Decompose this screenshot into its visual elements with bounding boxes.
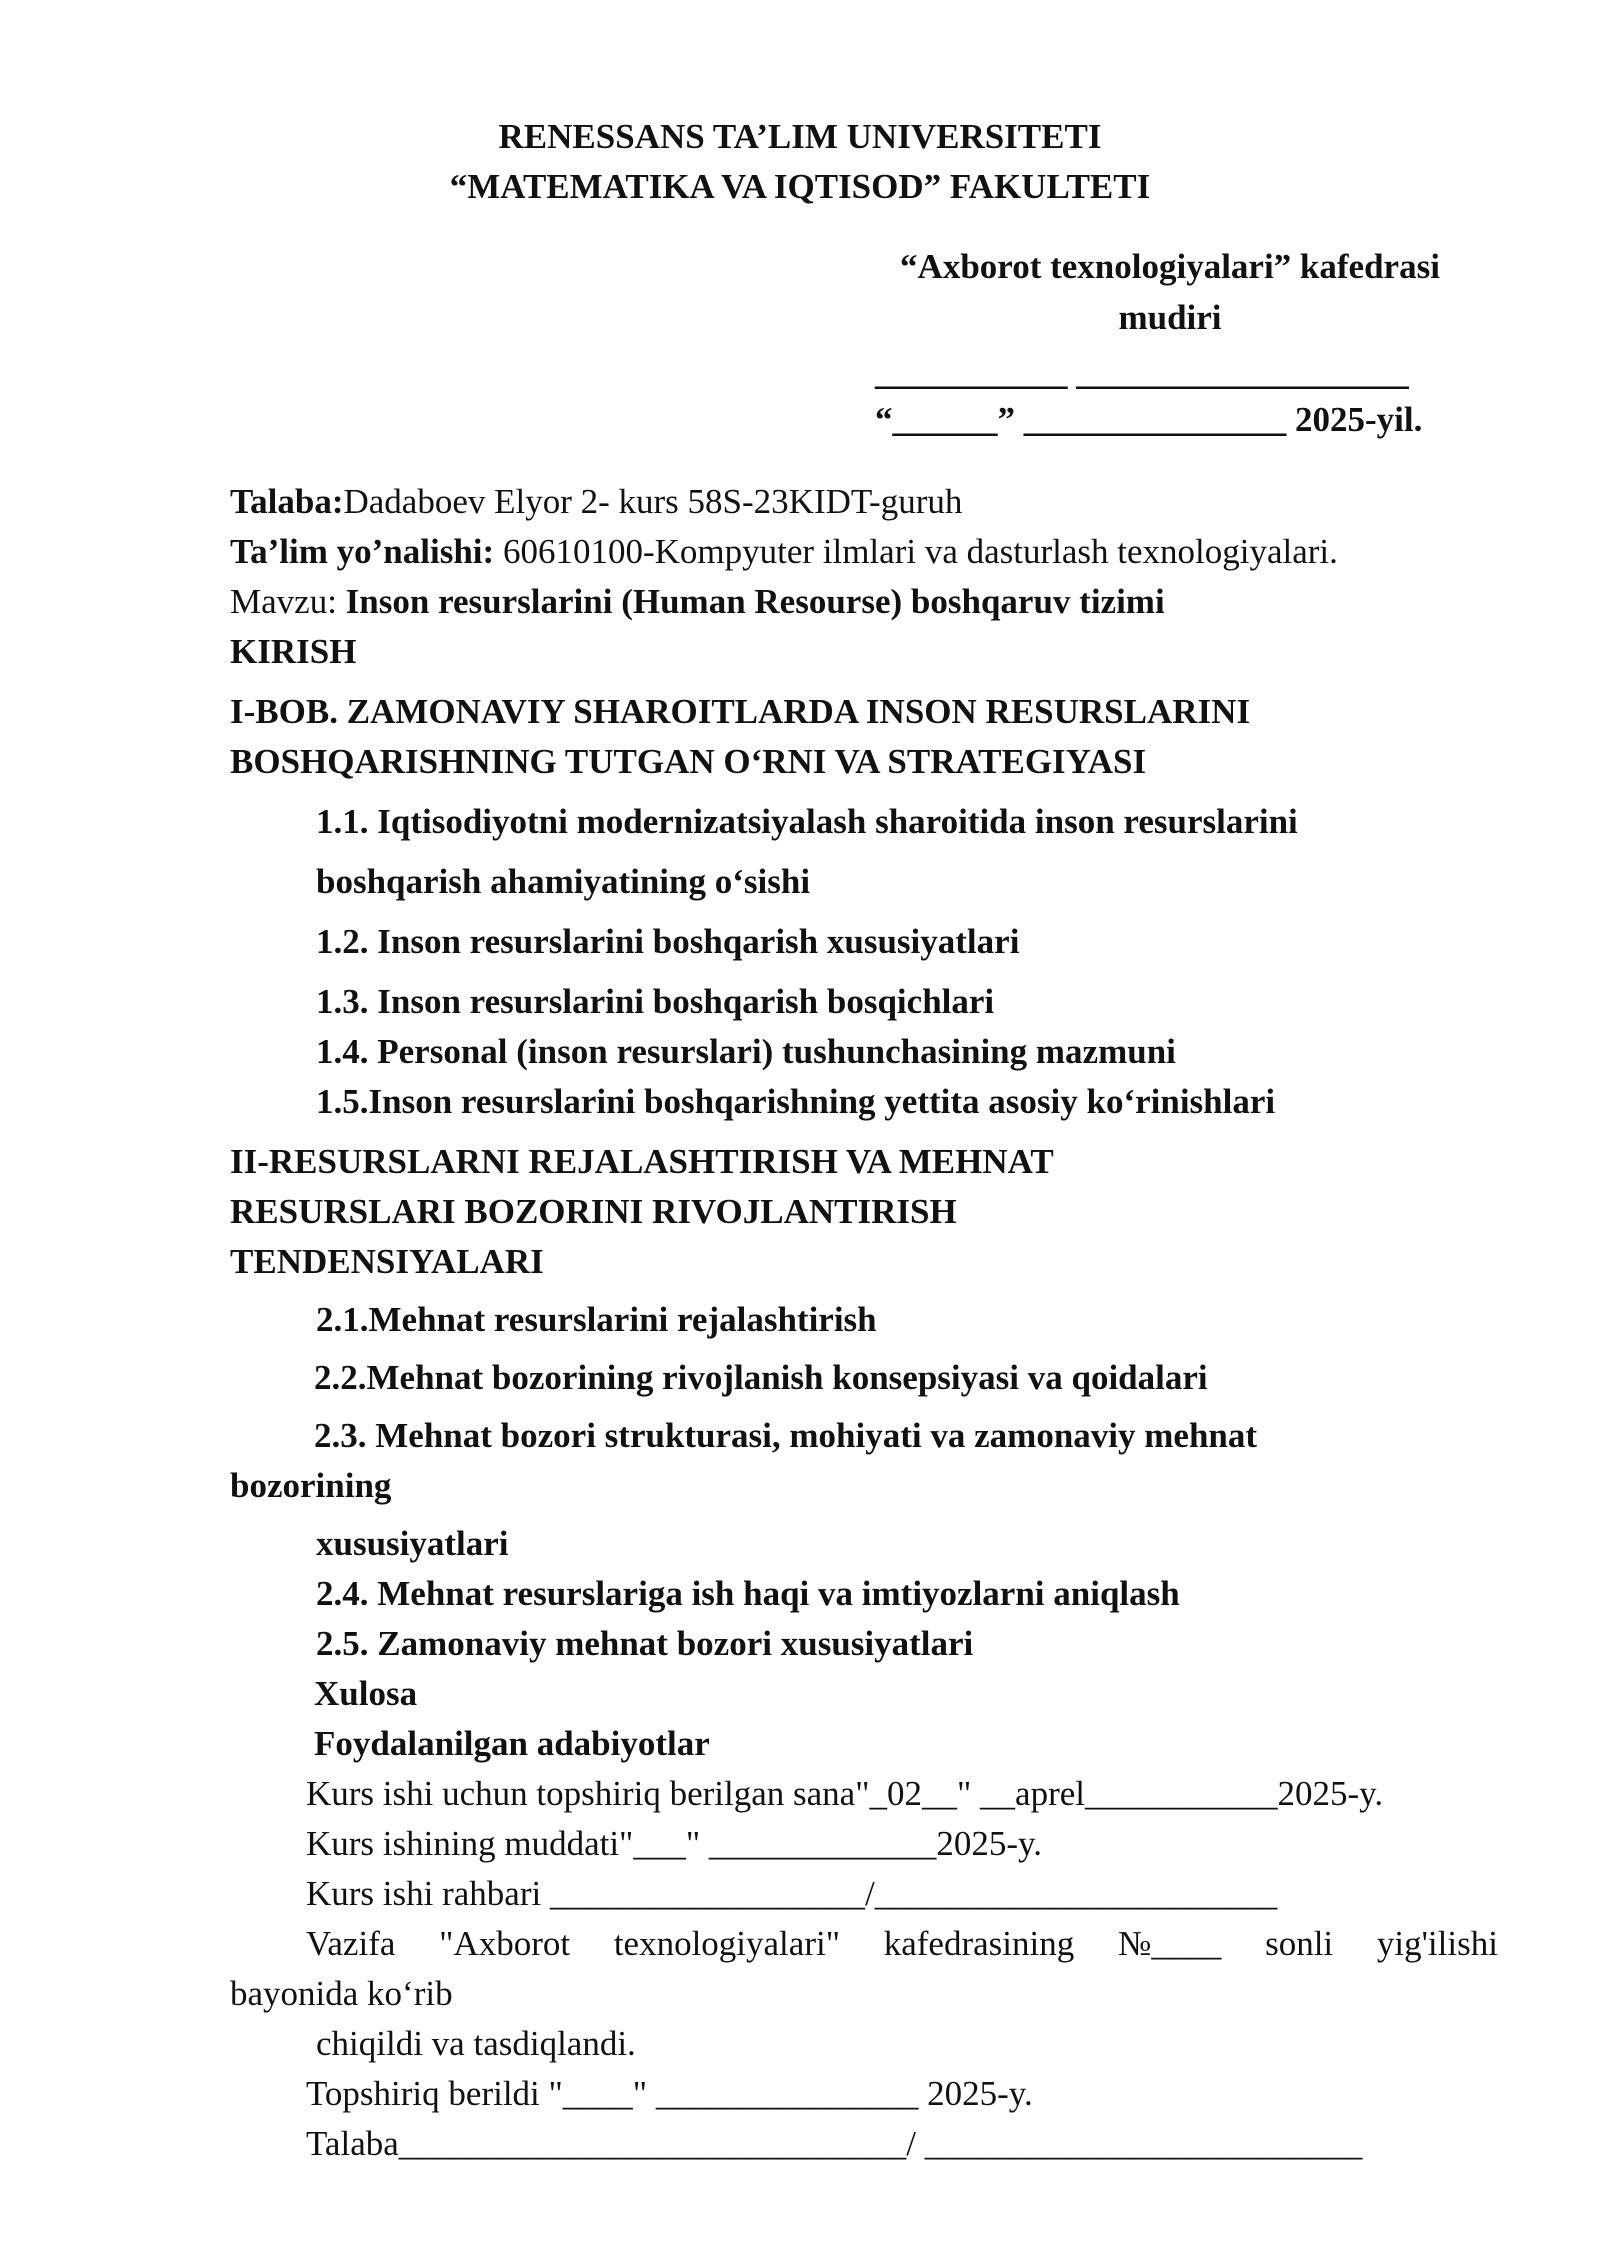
direction-value: 60610100-Kompyuter ilmlari va dasturlash texnologiyalari. — [494, 532, 1338, 571]
topic-info — [230, 582, 1165, 622]
toc-chapter2-line3: TENDENSIYALARI — [230, 1242, 544, 1281]
student-signature-line: Talaba_____________________________/ _________________________ — [306, 2124, 1363, 2163]
toc-intro: KIRISH — [230, 632, 357, 671]
task-approval-line3: chiqildi va tasdiqlandi. — [316, 2024, 636, 2063]
student-label: Talaba: — [230, 482, 344, 521]
topic-label: Mavzu: — [230, 582, 346, 621]
toc-section-2-2: 2.2.Mehnat bozorining rivojlanish konsepsiyasi va qoidalari — [314, 1358, 1208, 1397]
toc-section-1-5: 1.5.Inson resurslarini boshqarishning yettita asosiy ko‘rinishlari — [316, 1082, 1276, 1121]
topic-value: Inson resurslarini (Human Resourse) boshqaruv tizimi — [345, 582, 1165, 621]
toc-section-1-4: 1.4. Personal (inson resurslari) tushunchasining mazmuni — [316, 1032, 1176, 1071]
task-word: texnologiyalari" — [613, 1924, 840, 1963]
faculty-name: “MATEMATIKA VA IQTISOD” FAKULTETI — [449, 167, 1151, 206]
direction-label: Ta’lim yo’nalishi: — [230, 532, 495, 571]
toc-section-2-1: 2.1.Mehnat resurslarini rejalashtirish — [316, 1300, 877, 1339]
task-approval-line2: bayonida ko‘rib — [230, 1974, 453, 2013]
department-head-line2: mudiri — [1118, 298, 1222, 337]
supervisor-line: Kurs ishi rahbari __________________/_______________________ — [306, 1874, 1278, 1913]
deadline-line: Kurs ishining muddati"___" _____________2025-y. — [306, 1824, 1043, 1863]
task-approval-line1 — [306, 1924, 1498, 1964]
toc-section-1-1-line2: boshqarish ahamiyatining o‘sishi — [316, 862, 811, 901]
task-word: №____ — [1117, 1924, 1222, 1963]
toc-chapter1-line2: BOSHQARISHNING TUTGAN O‘RNI VA STRATEGIYASI — [230, 742, 1147, 781]
assigned-date-line: Kurs ishi uchun topshiriq berilgan sana"_02__" __aprel___________2025-y. — [306, 1774, 1384, 1813]
toc-section-1-3: 1.3. Inson resurslarini boshqarish bosqichlari — [316, 982, 995, 1021]
toc-references: Foydalanilgan adabiyotlar — [314, 1724, 710, 1763]
toc-chapter2-line1: II-RESURSLARNI REJALASHTIRISH VA MEHNAT — [230, 1142, 1054, 1181]
task-word: kafedrasining — [883, 1924, 1075, 1963]
toc-section-2-3-line1: 2.3. Mehnat bozori strukturasi, mohiyati va zamonaviy mehnat — [314, 1416, 1258, 1455]
toc-section-1-2: 1.2. Inson resurslarini boshqarish xususiyatlari — [316, 922, 1020, 961]
task-word: sonli — [1265, 1924, 1334, 1963]
toc-section-2-4: 2.4. Mehnat resurslariga ish haqi va imtiyozlarni aniqlash — [316, 1574, 1180, 1613]
approval-date-line: “______” _______________ 2025-yil. — [875, 400, 1423, 439]
toc-chapter2-line2: RESURSLARI BOZORINI RIVOJLANTIRISH — [230, 1192, 957, 1231]
task-word: Vazifa — [306, 1924, 396, 1963]
direction-info — [230, 532, 1338, 572]
toc-section-2-3-line3: xususiyatlari — [316, 1524, 509, 1563]
signature-line: ___________ ___________________ — [875, 353, 1409, 392]
department-head-line1: “Axborot texnologiyalari” kafedrasi — [900, 247, 1440, 286]
toc-section-2-5: 2.5. Zamonaviy mehnat bozori xususiyatlari — [316, 1624, 974, 1663]
task-word: "Axborot — [439, 1924, 571, 1963]
toc-section-1-1-line1: 1.1. Iqtisodiyotni modernizatsiyalash sharoitida inson resurslarini — [316, 802, 1298, 841]
student-info — [230, 482, 962, 522]
toc-conclusion: Xulosa — [314, 1674, 418, 1713]
toc-section-2-3-line2: bozorining — [230, 1466, 392, 1505]
toc-chapter1-line1: I-BOB. ZAMONAVIY SHAROITLARDA INSON RESURSLARINI — [230, 692, 1251, 731]
student-value: Dadaboev Elyor 2- kurs 58S-23KIDT-guruh — [343, 482, 963, 521]
university-name: RENESSANS TA’LIM UNIVERSITETI — [498, 117, 1102, 156]
task-word: yig'ilishi — [1376, 1924, 1498, 1963]
task-given-line: Topshiriq berildi "____" _______________ 2025-y. — [306, 2074, 1033, 2113]
